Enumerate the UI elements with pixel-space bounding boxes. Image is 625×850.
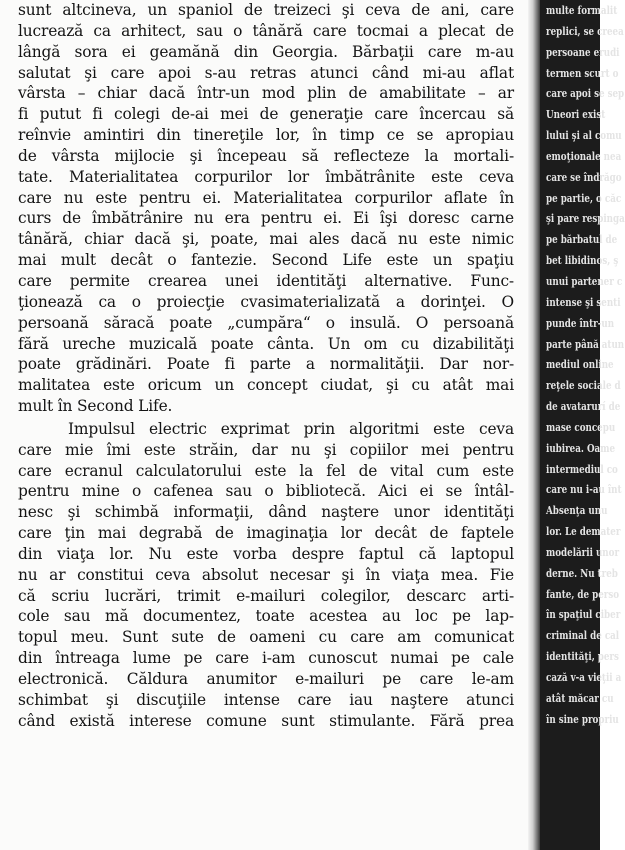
facing-page-line: unui partener c (546, 273, 623, 288)
facing-page-line: multe formalit (546, 3, 618, 17)
facing-page-line: intermediul co (546, 461, 618, 476)
facing-page-line: reţele sociale d (546, 378, 621, 393)
text-line: salutat şi care apoi s-au retras atunci când mi-au aflat (18, 63, 514, 82)
facing-page-line: atât măcar cu (546, 690, 614, 705)
text-line: de vârsta mijlocie şi începeau să reflecteze la mortali- (18, 146, 514, 165)
facing-page-line: intense şi senti (546, 294, 621, 309)
text-line: persoană săracă poate „cumpăra“ o insulă. O persoană (18, 313, 514, 332)
facing-page-line: care se îndrăgo (546, 169, 622, 184)
facing-page-line: fante, de perso (546, 586, 620, 601)
facing-page-line: persoane erudi (546, 44, 620, 59)
facing-page-line: mediul online (546, 357, 614, 372)
text-line: cole sau mă documentez, toate acestea au loc pe lap- (18, 607, 514, 626)
facing-page-line: în spaţiul ciber (546, 607, 621, 622)
facing-page-line: lului şi al comu (546, 128, 622, 143)
text-line: lângă sora ei geamănă din Georgia. Bărbaţii care m-au (18, 42, 514, 61)
text-line: topul meu. Sunt sute de oameni cu care am comunicat (18, 628, 514, 647)
facing-page-line: replici, se creea (546, 23, 624, 38)
facing-page-line: lor. Le demater (546, 524, 621, 539)
text-line: tate. Materialitatea corpurilor lor îmbătrânite este ceva (18, 167, 514, 186)
text-line: care mie îmi este străin, dar nu şi copiilor mei pentru (18, 440, 514, 459)
text-line: curs de îmbătrânire nu era pentru ei. Ei îşi doresc carne (18, 209, 514, 228)
facing-page-line: iubirea. Oame (546, 440, 616, 455)
text-line: nu ar constitui ceva absolut necesar şi în viaţa mea. Fie (18, 565, 514, 584)
text-line: ţionează ca o proiecţie cvasimaterializată a dorinţei. O (18, 292, 514, 311)
book-gutter (528, 0, 540, 850)
text-line: care ecranul calculatorului este la fel de vital cum este (18, 461, 514, 480)
facing-page-line: termen scurt o (546, 65, 619, 80)
text-line: din întreaga lume pe care i-am cunoscut numai pe cale (18, 649, 514, 668)
text-line: vârsta – chiar dacă într-un mod plin de amabilitate – ar (18, 84, 514, 103)
main-text-body (18, 0, 514, 732)
text-line: fi putut fi colegi de-ai mei de generaţie care încercau să (18, 105, 514, 124)
facing-page-line: pe bărbatul de (546, 232, 618, 247)
text-line: nesc şi schimbă informaţii, dând naştere unor identităţi (18, 503, 514, 522)
facing-page-line: Uneori exist (546, 107, 606, 122)
facing-page-line: pe partie, o căc (546, 190, 622, 205)
text-line: care ţin mai degrabă de imaginaţia lor decât de faptele (18, 524, 514, 543)
facing-page-line: identităţi, pers (546, 649, 619, 664)
facing-page-line: punde într-un (546, 315, 615, 330)
facing-page-line: emoţionale nea (546, 148, 622, 163)
facing-page-line: cază v-a vieţii a (546, 670, 622, 684)
facing-page-line: modelării unor (546, 544, 620, 559)
text-line: că scriu lucrări, trimit e-mailuri colegilor, descarc arti- (18, 586, 514, 605)
facing-page-line: de avatarurí de (546, 399, 621, 414)
facing-page-line: criminal de cal (546, 628, 620, 643)
text-line: mai mult decât o fantezie. Second Life este un spaţiu (18, 251, 514, 270)
facing-page-line: bet libidinos, ş (546, 253, 619, 268)
facing-page-line: mase concepu (546, 419, 616, 434)
text-line: când există interese comune sunt stimulante. Fără prea (18, 711, 514, 730)
text-line: malitatea este oricum un concept ciudat, şi cu atât mai (18, 376, 514, 395)
text-line: electronică. Căldura anumitor e-mailuri pe care le-am (18, 670, 514, 688)
facing-page-text (546, 0, 625, 730)
facing-page-line: derne. Nu treb (546, 565, 618, 580)
text-line: tânără, chiar dacă şi, poate, mai ales dacă nu este nimic (18, 230, 514, 249)
text-line: sunt altcineva, un spaniol de treizeci şi ceva de ani, care (18, 1, 514, 19)
facing-page-line: care nu i-au înt (546, 482, 622, 497)
text-line: poate grădinări. Poate fi parte a normalităţii. Dar nor- (18, 355, 514, 374)
text-line: care nu este pentru ei. Materialitatea corpurilor aflate în (18, 188, 514, 207)
text-line: lucrează ca arhitect, sau o tânără care tocmai a plecat de (18, 21, 514, 40)
text-line: reînvie amintiri din tinereţile lor, în timp ce se apropiau (18, 126, 514, 145)
facing-page-line: în sine propriu (546, 711, 619, 726)
facing-page-line: Absenţa unu (546, 503, 608, 518)
facing-page-line: care apoi se sep (546, 86, 625, 101)
text-line: mult în Second Life. (18, 397, 173, 416)
text-line: Impulsul electric exprimat prin algoritmi este ceva (68, 419, 514, 438)
facing-page-edge (540, 0, 625, 850)
text-line: pentru mine o cafenea sau o bibliotecă. Aici ei se întâl- (18, 482, 514, 501)
text-line: schimbat şi discuţiile intense care iau naştere atunci (18, 690, 514, 709)
facing-page-line: parte până atun (546, 336, 625, 351)
facing-page-line: şi pare respinga (546, 211, 625, 226)
text-line: fără ureche muzicală poate cânta. Un om cu dizabilităţi (18, 334, 514, 353)
text-line: din viaţa lor. Nu este vorba despre faptul că laptopul (18, 544, 514, 563)
text-line: care permite crearea unei identităţi alternative. Func- (18, 271, 514, 290)
